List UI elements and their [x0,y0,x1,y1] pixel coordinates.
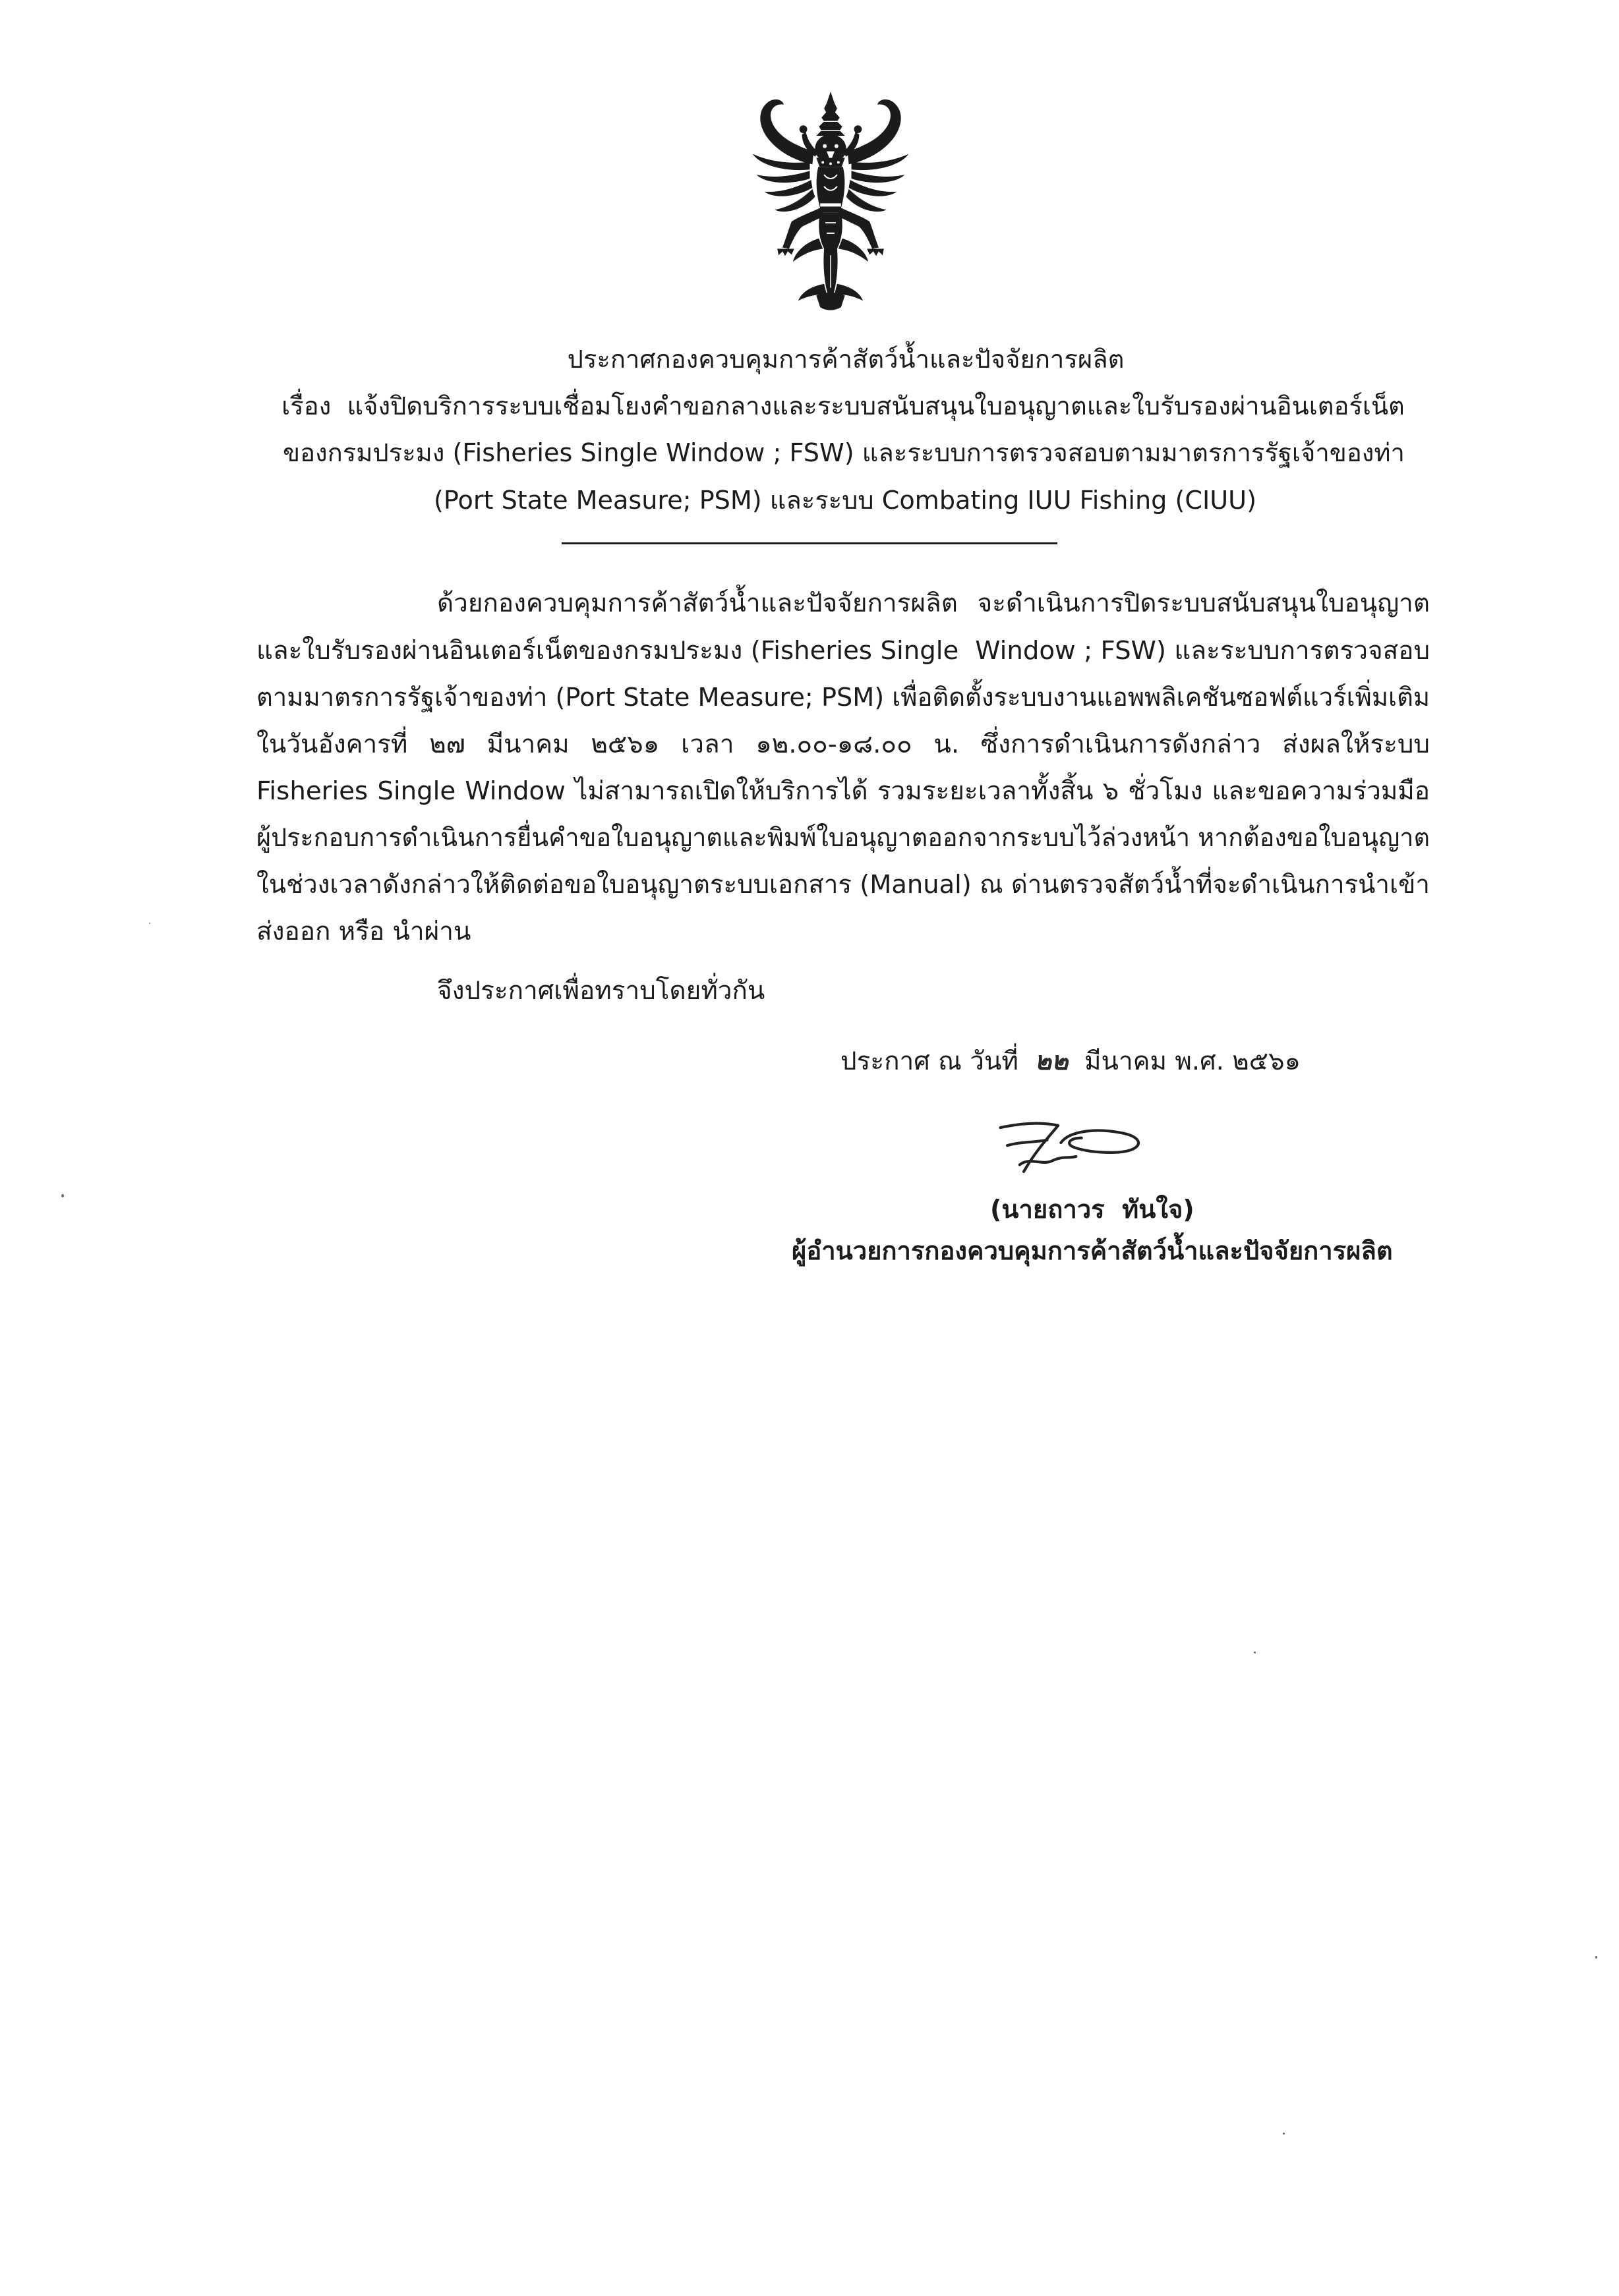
subject-line: ของกรมประมง (Fisheries Single Window ; FSW) และระบบการตรวจสอบตามมาตรการรัฐเจ้าของท่า [283,438,1405,467]
date-suffix: มีนาคม พ.ศ. ๒๕๖๑ [1068,1047,1301,1076]
body-line: และใบรับรองผ่านอินเตอร์เน็ตของกรมประมง (Fisheries Single Window ; FSW) และระบบการตรวจสอบ [256,636,1430,666]
date-prefix: ประกาศ ณ วันที่ [840,1047,1035,1076]
body-line: ในช่วงเวลาดังกล่าวให้ติดต่อขอใบอนุญาตระบบเอกสาร (Manual) ณ ด่านตรวจสัตว์น้ำที่จะดำเนินการนำเข้า [256,870,1430,900]
scan-speck [1254,1651,1256,1653]
body-line: ผู้ประกอบการดำเนินการยื่นคำขอใบอนุญาตและพิมพ์ใบอนุญาตออกจากระบบไว้ล่วงหน้า หากต้องขอใบอนุญาต [256,823,1430,853]
announcement-title: ประกาศกองควบคุมการค้าสัตว์น้ำและปัจจัยการผลิต [567,345,1125,374]
title-divider [562,542,1057,544]
signatory-name: (นายถาวร ทันใจ) [990,1195,1194,1224]
subject-line: (Port State Measure; PSM) และระบบ Combating IUU Fishing (CIUU) [434,486,1256,515]
body-line: ด้วยกองควบคุมการค้าสัตว์น้ำและปัจจัยการผลิต จะดำเนินการปิดระบบสนับสนุนใบอนุญาต [437,588,1430,618]
body-line: ตามมาตรการรัฐเจ้าของท่า (Port State Measure; PSM) เพื่อติดตั้งระบบงานแอพพลิเคชันซอฟต์แวร์เพิ่มเติม [256,683,1430,712]
closing-line: จึงประกาศเพื่อทราบโดยทั่วกัน [437,976,765,1006]
handwritten-signature [992,1112,1150,1188]
subject-line: เรื่อง แจ้งปิดบริการระบบเชื่อมโยงคำขอกลางและระบบสนับสนุนใบอนุญาตและใบรับรองผ่านอินเตอร์เน็ต [281,391,1405,420]
body-line: ในวันอังคารที่ ๒๗ มีนาคม ๒๕๖๑ เวลา ๑๒.๐๐-๑๘.๐๐ น. ซึ่งการดำเนินการดังกล่าว ส่งผลให้ระบบ [256,730,1430,759]
scan-speck [1283,2133,1285,2135]
scan-speck [61,1194,64,1197]
garuda-emblem-icon [725,89,936,316]
body-line: ส่งออก หรือ นำผ่าน [256,917,471,946]
scan-speck [149,923,150,924]
scan-speck [1595,1956,1597,1959]
date-day-handwritten: ๒๒ [1034,1047,1069,1076]
date-line [840,1042,1381,1081]
body-line: Fisheries Single Window ไม่สามารถเปิดให้บริการได้ รวมระยะเวลาทั้งสิ้น ๖ ชั่วโมง และขอความร่วมมือ [256,776,1430,806]
signatory-position: ผู้อำนวยการกองควบคุมการค้าสัตว์น้ำและปัจจัยการผลิต [792,1236,1393,1265]
